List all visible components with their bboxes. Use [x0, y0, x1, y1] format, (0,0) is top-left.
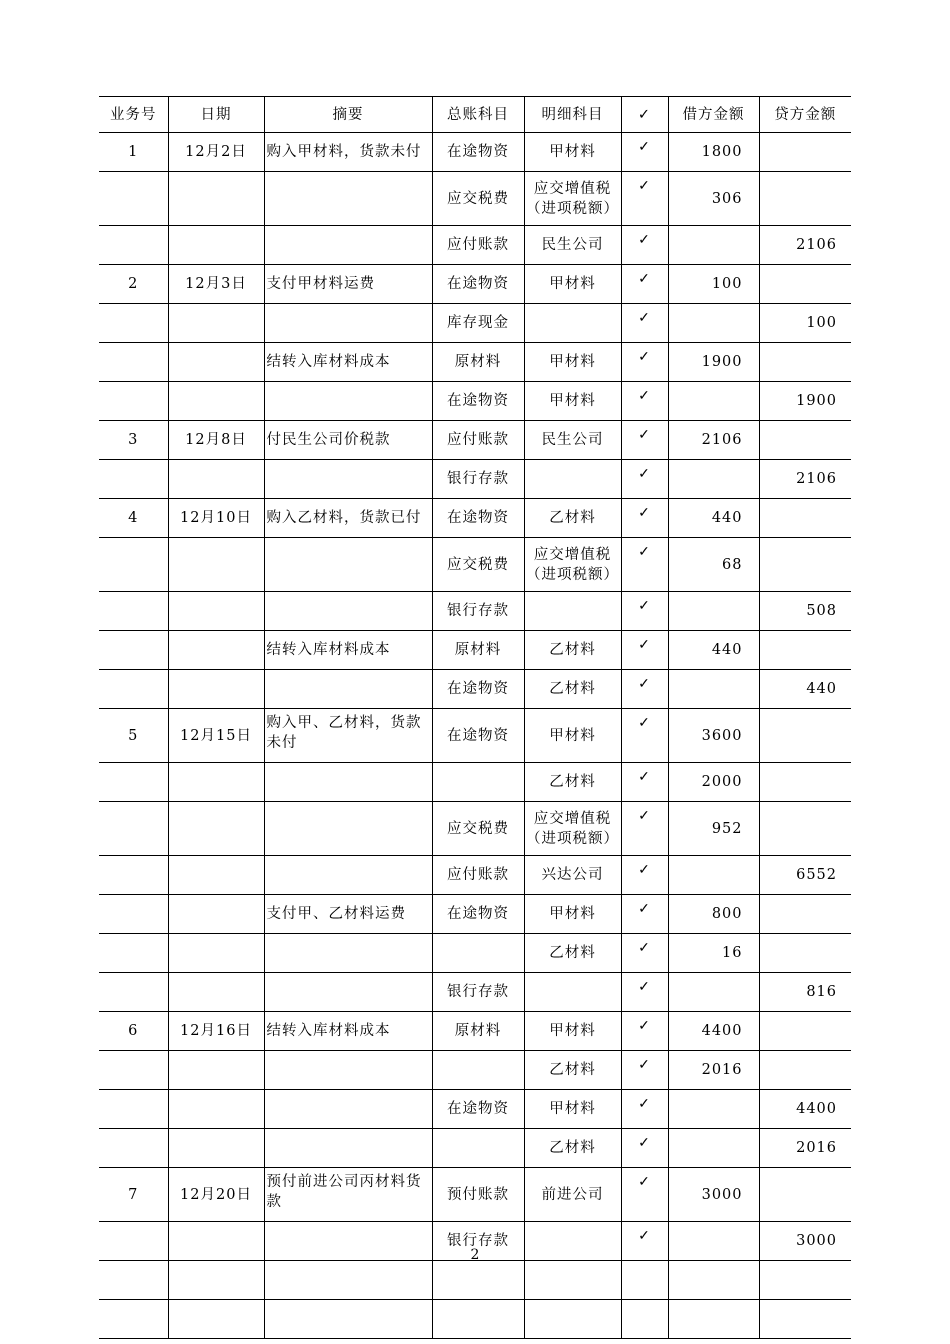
debit-amount-cell: 3000 [668, 1168, 759, 1222]
table-row [99, 1129, 851, 1168]
date-cell [168, 1129, 264, 1168]
check-mark: ✓ [621, 802, 668, 856]
credit-amount-cell: 3000 [759, 1222, 851, 1261]
general-account-cell: 在途物资 [432, 895, 524, 934]
summary-cell: 购入甲、乙材料，货款未付 [264, 709, 432, 763]
business-no-cell [99, 460, 168, 499]
debit-amount-cell [668, 1261, 759, 1300]
credit-amount-cell: 816 [759, 973, 851, 1012]
business-no-cell [99, 1051, 168, 1090]
general-account-cell: 应付账款 [432, 226, 524, 265]
date-cell: 12月10日 [168, 499, 264, 538]
detail-account-cell [524, 1300, 621, 1339]
detail-account-cell: 前进公司 [524, 1168, 621, 1222]
business-no-cell [99, 592, 168, 631]
detail-account-cell: 兴达公司 [524, 856, 621, 895]
business-no-cell [99, 670, 168, 709]
summary-cell [264, 856, 432, 895]
debit-amount-cell: 100 [668, 265, 759, 304]
credit-amount-cell: 100 [759, 304, 851, 343]
summary-cell: 结转入库材料成本 [264, 1012, 432, 1051]
business-no-cell [99, 343, 168, 382]
debit-amount-cell: 2016 [668, 1051, 759, 1090]
business-no-cell [99, 382, 168, 421]
table-row [99, 1090, 851, 1129]
debit-amount-cell: 800 [668, 895, 759, 934]
general-account-cell [432, 934, 524, 973]
debit-amount-cell: 4400 [668, 1012, 759, 1051]
debit-amount-cell: 16 [668, 934, 759, 973]
business-no-cell: 4 [99, 499, 168, 538]
credit-amount-cell [759, 1012, 851, 1051]
date-cell [168, 304, 264, 343]
summary-cell [264, 172, 432, 226]
table-row [99, 1300, 851, 1339]
detail-account-cell: 应交增值税（进项税额） [524, 172, 621, 226]
business-no-cell [99, 802, 168, 856]
detail-account-cell: 乙材料 [524, 670, 621, 709]
table-row [99, 670, 851, 709]
general-account-cell [432, 1261, 524, 1300]
table-row [99, 802, 851, 856]
page-number: 2 [470, 1247, 480, 1263]
header-date: 日期 [168, 97, 264, 133]
detail-account-cell [524, 973, 621, 1012]
business-no-cell [99, 538, 168, 592]
check-mark: ✓ [621, 421, 668, 460]
debit-amount-cell: 306 [668, 172, 759, 226]
detail-account-cell: 甲材料 [524, 382, 621, 421]
date-cell: 12月8日 [168, 421, 264, 460]
general-account-cell: 银行存款 [432, 592, 524, 631]
date-cell [168, 343, 264, 382]
detail-account-cell: 甲材料 [524, 1090, 621, 1129]
date-cell [168, 763, 264, 802]
credit-amount-cell [759, 895, 851, 934]
debit-amount-cell [668, 856, 759, 895]
business-no-cell [99, 631, 168, 670]
check-mark: ✓ [621, 973, 668, 1012]
debit-amount-cell [668, 973, 759, 1012]
credit-amount-cell: 2016 [759, 1129, 851, 1168]
detail-account-cell: 甲材料 [524, 133, 621, 172]
header-detail-account: 明细科目 [524, 97, 621, 133]
check-mark: ✓ [621, 499, 668, 538]
table-row [99, 973, 851, 1012]
credit-amount-cell [759, 763, 851, 802]
detail-account-cell: 应交增值税（进项税额） [524, 802, 621, 856]
header-general-account: 总账科目 [432, 97, 524, 133]
check-mark: ✓ [621, 538, 668, 592]
table-row [99, 763, 851, 802]
date-cell [168, 172, 264, 226]
debit-amount-cell: 2000 [668, 763, 759, 802]
credit-amount-cell [759, 802, 851, 856]
detail-account-cell: 乙材料 [524, 934, 621, 973]
table-row [99, 856, 851, 895]
credit-amount-cell: 2106 [759, 226, 851, 265]
summary-cell [264, 1300, 432, 1339]
date-cell [168, 382, 264, 421]
date-cell [168, 856, 264, 895]
summary-cell: 购入甲材料，货款未付 [264, 133, 432, 172]
detail-account-cell [524, 460, 621, 499]
business-no-cell [99, 934, 168, 973]
debit-amount-cell [668, 382, 759, 421]
business-no-cell [99, 763, 168, 802]
general-account-cell: 银行存款 [432, 460, 524, 499]
date-cell: 12月3日 [168, 265, 264, 304]
date-cell [168, 460, 264, 499]
check-mark [621, 1261, 668, 1300]
summary-cell [264, 1090, 432, 1129]
business-no-cell: 5 [99, 709, 168, 763]
general-account-cell: 在途物资 [432, 265, 524, 304]
summary-cell [264, 1261, 432, 1300]
general-account-cell: 应付账款 [432, 421, 524, 460]
table-row [99, 1168, 851, 1222]
summary-cell: 结转入库材料成本 [264, 631, 432, 670]
table-row [99, 133, 851, 172]
business-no-cell [99, 1300, 168, 1339]
summary-cell: 预付前进公司丙材料货款 [264, 1168, 432, 1222]
credit-amount-cell [759, 499, 851, 538]
business-no-cell [99, 172, 168, 226]
business-no-cell [99, 973, 168, 1012]
debit-amount-cell [668, 460, 759, 499]
date-cell [168, 802, 264, 856]
table-row [99, 895, 851, 934]
table-row [99, 304, 851, 343]
table-row [99, 1012, 851, 1051]
check-mark: ✓ [621, 343, 668, 382]
debit-amount-cell: 68 [668, 538, 759, 592]
credit-amount-cell [759, 1051, 851, 1090]
business-no-cell [99, 895, 168, 934]
date-cell [168, 1051, 264, 1090]
credit-amount-cell [759, 538, 851, 592]
detail-account-cell: 民生公司 [524, 421, 621, 460]
summary-cell [264, 763, 432, 802]
date-cell [168, 973, 264, 1012]
credit-amount-cell: 440 [759, 670, 851, 709]
table-row [99, 538, 851, 592]
detail-account-cell: 甲材料 [524, 895, 621, 934]
summary-cell [264, 226, 432, 265]
summary-cell: 支付甲、乙材料运费 [264, 895, 432, 934]
date-cell: 12月15日 [168, 709, 264, 763]
summary-cell [264, 934, 432, 973]
summary-cell [264, 304, 432, 343]
summary-cell [264, 802, 432, 856]
business-no-cell: 2 [99, 265, 168, 304]
check-mark: ✓ [621, 1129, 668, 1168]
general-account-cell: 在途物资 [432, 133, 524, 172]
check-mark: ✓ [621, 670, 668, 709]
business-no-cell [99, 304, 168, 343]
business-no-cell: 7 [99, 1168, 168, 1222]
check-mark: ✓ [621, 763, 668, 802]
general-account-cell: 在途物资 [432, 709, 524, 763]
detail-account-cell: 甲材料 [524, 265, 621, 304]
summary-cell: 支付甲材料运费 [264, 265, 432, 304]
detail-account-cell: 乙材料 [524, 1051, 621, 1090]
debit-amount-cell [668, 1090, 759, 1129]
check-mark: ✓ [621, 856, 668, 895]
check-mark: ✓ [621, 133, 668, 172]
general-account-cell: 应交税费 [432, 172, 524, 226]
debit-amount-cell: 952 [668, 802, 759, 856]
date-cell [168, 1090, 264, 1129]
general-account-cell: 银行存款 [432, 1222, 524, 1261]
header-credit: 贷方金额 [759, 97, 851, 133]
debit-amount-cell [668, 592, 759, 631]
business-no-cell [99, 1129, 168, 1168]
general-account-cell [432, 763, 524, 802]
date-cell [168, 1300, 264, 1339]
check-mark: ✓ [621, 226, 668, 265]
credit-amount-cell: 2106 [759, 460, 851, 499]
date-cell [168, 226, 264, 265]
debit-amount-cell: 1900 [668, 343, 759, 382]
credit-amount-cell [759, 1168, 851, 1222]
summary-cell [264, 1051, 432, 1090]
detail-account-cell: 甲材料 [524, 343, 621, 382]
check-mark: ✓ [621, 1012, 668, 1051]
debit-amount-cell [668, 1300, 759, 1339]
general-account-cell [432, 1129, 524, 1168]
debit-amount-cell: 1800 [668, 133, 759, 172]
debit-amount-cell [668, 226, 759, 265]
check-mark: ✓ [621, 460, 668, 499]
check-mark: ✓ [621, 304, 668, 343]
general-account-cell: 银行存款 [432, 973, 524, 1012]
table-row [99, 226, 851, 265]
table-row [99, 934, 851, 973]
credit-amount-cell [759, 1261, 851, 1300]
date-cell [168, 538, 264, 592]
general-account-cell: 在途物资 [432, 382, 524, 421]
detail-account-cell [524, 304, 621, 343]
debit-amount-cell: 3600 [668, 709, 759, 763]
detail-account-cell: 乙材料 [524, 631, 621, 670]
business-no-cell: 6 [99, 1012, 168, 1051]
debit-amount-cell [668, 670, 759, 709]
general-account-cell: 原材料 [432, 1012, 524, 1051]
summary-cell [264, 1129, 432, 1168]
check-mark: ✓ [621, 265, 668, 304]
date-cell [168, 895, 264, 934]
date-cell: 12月16日 [168, 1012, 264, 1051]
general-account-cell: 原材料 [432, 631, 524, 670]
header-debit: 借方金额 [668, 97, 759, 133]
check-mark: ✓ [621, 1090, 668, 1129]
credit-amount-cell: 508 [759, 592, 851, 631]
detail-account-cell: 乙材料 [524, 763, 621, 802]
debit-amount-cell: 2106 [668, 421, 759, 460]
summary-cell [264, 460, 432, 499]
check-mark: ✓ [621, 172, 668, 226]
date-cell [168, 592, 264, 631]
general-account-cell [432, 1300, 524, 1339]
table-row [99, 1261, 851, 1300]
header-check: ✓ [621, 97, 668, 133]
summary-cell [264, 382, 432, 421]
business-no-cell [99, 226, 168, 265]
check-mark: ✓ [621, 592, 668, 631]
general-account-cell: 在途物资 [432, 499, 524, 538]
table-row [99, 172, 851, 226]
detail-account-cell [524, 592, 621, 631]
summary-cell [264, 670, 432, 709]
table-row [99, 265, 851, 304]
table-row [99, 460, 851, 499]
table-row [99, 709, 851, 763]
general-account-cell: 在途物资 [432, 670, 524, 709]
credit-amount-cell [759, 1300, 851, 1339]
general-account-cell: 应交税费 [432, 538, 524, 592]
table-row [99, 382, 851, 421]
date-cell: 12月2日 [168, 133, 264, 172]
general-account-cell: 原材料 [432, 343, 524, 382]
debit-amount-cell [668, 1129, 759, 1168]
credit-amount-cell: 1900 [759, 382, 851, 421]
business-no-cell [99, 1261, 168, 1300]
debit-amount-cell: 440 [668, 631, 759, 670]
credit-amount-cell [759, 421, 851, 460]
check-mark: ✓ [621, 382, 668, 421]
debit-amount-cell [668, 304, 759, 343]
credit-amount-cell: 4400 [759, 1090, 851, 1129]
journal-table [99, 96, 851, 1339]
debit-amount-cell: 440 [668, 499, 759, 538]
summary-cell [264, 973, 432, 1012]
table-row [99, 592, 851, 631]
check-mark: ✓ [621, 895, 668, 934]
table-row [99, 343, 851, 382]
date-cell [168, 670, 264, 709]
table-row [99, 421, 851, 460]
general-account-cell: 应交税费 [432, 802, 524, 856]
business-no-cell: 3 [99, 421, 168, 460]
date-cell [168, 934, 264, 973]
credit-amount-cell [759, 934, 851, 973]
check-mark: ✓ [621, 934, 668, 973]
check-mark: ✓ [621, 631, 668, 670]
business-no-cell [99, 1090, 168, 1129]
summary-cell [264, 538, 432, 592]
detail-account-cell: 甲材料 [524, 1012, 621, 1051]
credit-amount-cell [759, 631, 851, 670]
general-account-cell: 应付账款 [432, 856, 524, 895]
credit-amount-cell [759, 709, 851, 763]
detail-account-cell [524, 1261, 621, 1300]
date-cell [168, 631, 264, 670]
date-cell [168, 1261, 264, 1300]
header-row [99, 97, 851, 133]
table-row [99, 1051, 851, 1090]
journal-body [99, 133, 851, 1339]
general-account-cell: 库存现金 [432, 304, 524, 343]
check-mark [621, 1300, 668, 1339]
check-mark: ✓ [621, 1168, 668, 1222]
credit-amount-cell [759, 172, 851, 226]
credit-amount-cell [759, 343, 851, 382]
check-mark: ✓ [621, 1051, 668, 1090]
detail-account-cell: 乙材料 [524, 1129, 621, 1168]
summary-cell: 付民生公司价税款 [264, 421, 432, 460]
summary-cell: 购入乙材料，货款已付 [264, 499, 432, 538]
detail-account-cell: 应交增值税（进项税额） [524, 538, 621, 592]
detail-account-cell: 乙材料 [524, 499, 621, 538]
general-account-cell: 预付账款 [432, 1168, 524, 1222]
general-account-cell: 在途物资 [432, 1090, 524, 1129]
check-mark: ✓ [621, 1222, 668, 1261]
table-row [99, 499, 851, 538]
summary-cell: 结转入库材料成本 [264, 343, 432, 382]
credit-amount-cell [759, 133, 851, 172]
date-cell: 12月20日 [168, 1168, 264, 1222]
business-no-cell: 1 [99, 133, 168, 172]
table-row [99, 631, 851, 670]
credit-amount-cell [759, 265, 851, 304]
detail-account-cell: 民生公司 [524, 226, 621, 265]
general-account-cell [432, 1051, 524, 1090]
credit-amount-cell: 6552 [759, 856, 851, 895]
header-business-no: 业务号 [99, 97, 168, 133]
detail-account-cell: 甲材料 [524, 709, 621, 763]
business-no-cell [99, 856, 168, 895]
check-mark: ✓ [621, 709, 668, 763]
summary-cell [264, 592, 432, 631]
header-summary: 摘要 [264, 97, 432, 133]
